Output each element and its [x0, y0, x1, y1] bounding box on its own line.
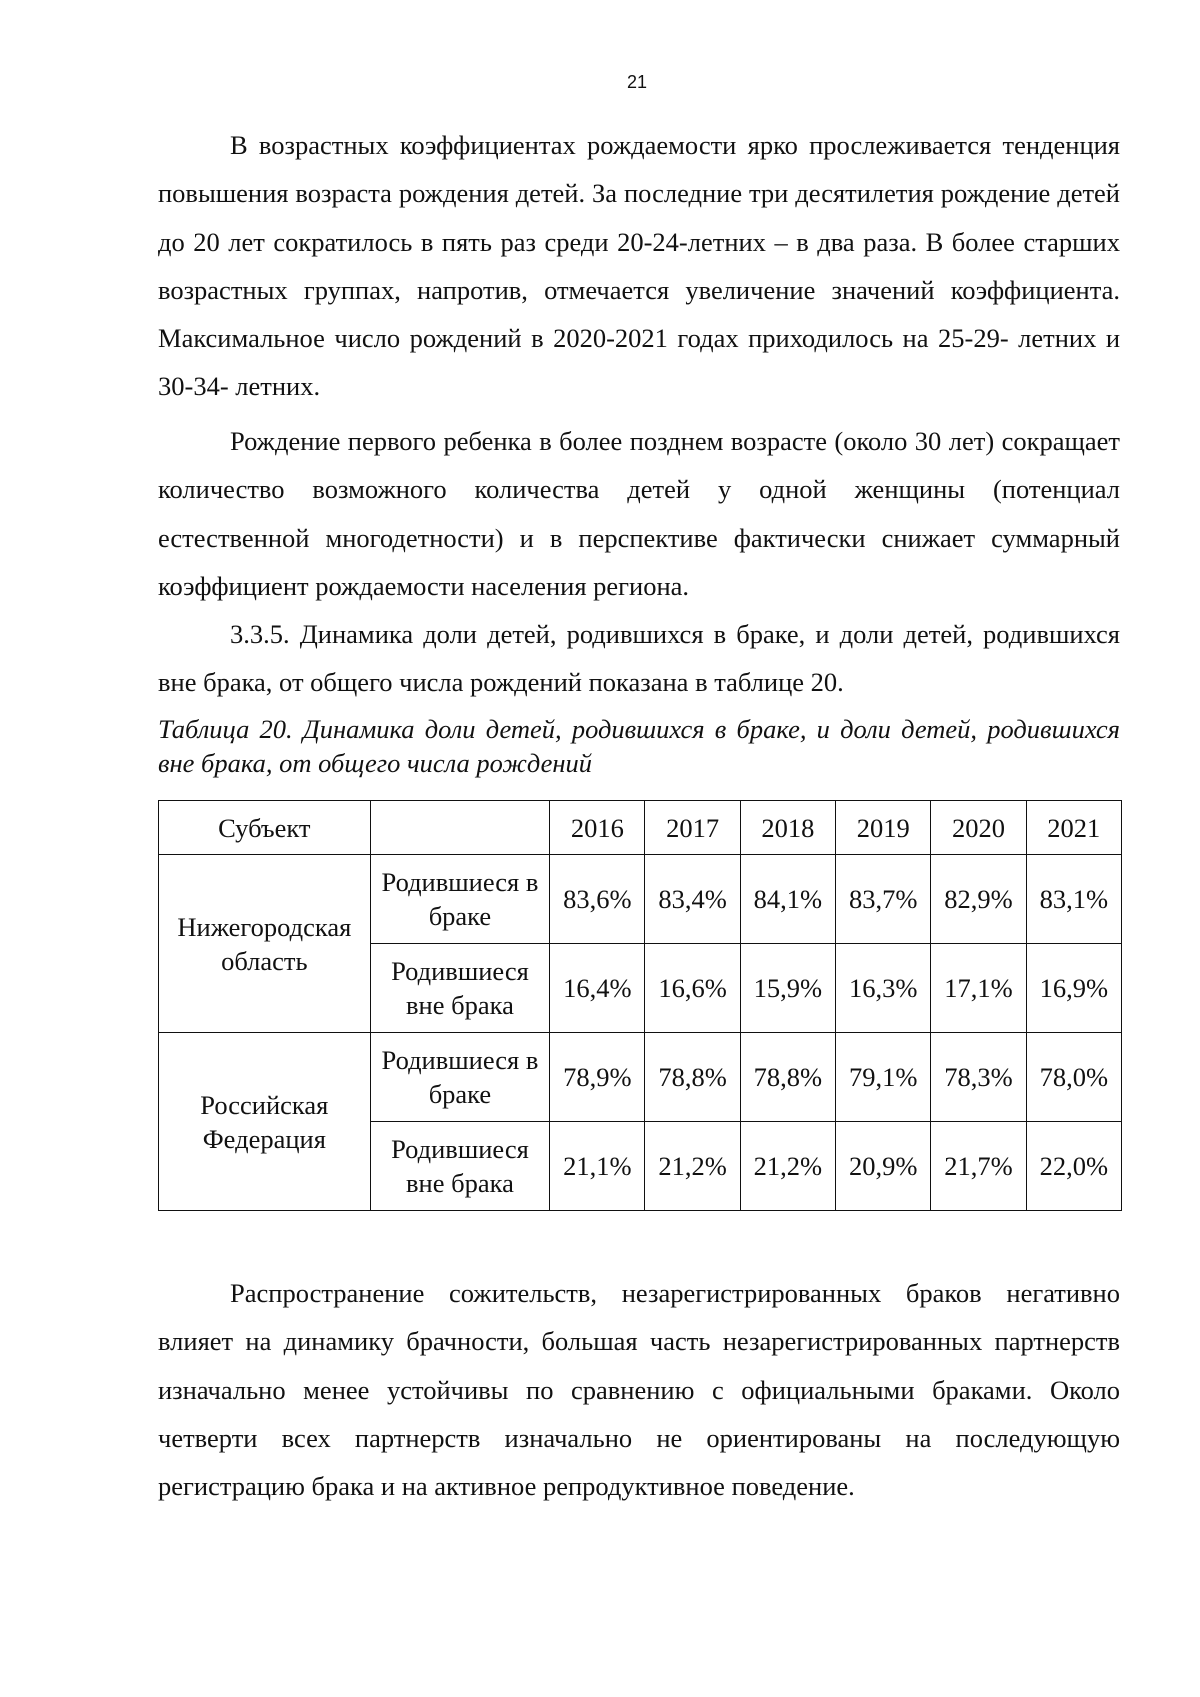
value-cell: 21,7% [931, 1122, 1026, 1211]
header-year: 2019 [836, 801, 931, 855]
table-row [159, 855, 1122, 944]
subject-cell: Нижегородская область [159, 855, 371, 1033]
table-caption: Таблица 20. Динамика доли детей, родившихся в браке, и доли детей, родившихся вне брака, от общего числа рождений [158, 714, 1120, 778]
value-cell: 16,6% [645, 944, 740, 1033]
subject-cell: Российская Федерация [159, 1033, 371, 1211]
table-row [159, 1033, 1122, 1122]
paragraph-age-coefficients: В возрастных коэффициентах рождаемости ярко прослеживается тенденция повышения возраста рождения детей. За последние три десятилетия рождение детей до 20 лет сократилось в пять раз среди 20-24-летних – в два раза. В более старших возрастных группах, напротив, отмечается увеличение значений коэффициента. Максимальное число рождений в 2020-2021 годах приходилось на 25-29- летних и 30-34- летних. [158, 130, 1120, 402]
value-cell: 79,1% [836, 1033, 931, 1122]
value-cell: 83,6% [550, 855, 645, 944]
value-cell: 22,0% [1026, 1122, 1121, 1211]
paragraph-section-3-3-5: 3.3.5. Динамика доли детей, родившихся в браке, и доли детей, родившихся вне брака, от общего числа рождений показана в таблице 20. [158, 619, 1120, 698]
table-header-row [159, 801, 1122, 855]
header-year: 2016 [550, 801, 645, 855]
category-cell: Родившиеся вне брака [370, 944, 550, 1033]
value-cell: 20,9% [836, 1122, 931, 1211]
value-cell: 16,4% [550, 944, 645, 1033]
value-cell: 78,8% [645, 1033, 740, 1122]
value-cell: 83,4% [645, 855, 740, 944]
value-cell: 83,1% [1026, 855, 1121, 944]
category-cell: Родившиеся в браке [370, 1033, 550, 1122]
paragraph-cohabitation: Распространение сожительств, незарегистрированных браков негативно влияет на динамику брачности, большая часть незарегистрированных партнерств изначально менее устойчивы по сравнению с официальными браками. Около четверти всех партнерств изначально не ориентированы на последующую регистрацию брака и на активное репродуктивное поведение. [158, 1278, 1120, 1502]
value-cell: 21,2% [645, 1122, 740, 1211]
header-year: 2021 [1026, 801, 1121, 855]
value-cell: 17,1% [931, 944, 1026, 1033]
category-cell: Родившиеся в браке [370, 855, 550, 944]
value-cell: 16,9% [1026, 944, 1121, 1033]
value-cell: 78,8% [740, 1033, 835, 1122]
paragraph-first-child: Рождение первого ребенка в более позднем возрасте (около 30 лет) сокращает количество возможного количества детей у одной женщины (потенциал естественной многодетности) и в перспективе фактически снижает суммарный коэффициент рождаемости населения региона. [158, 426, 1120, 601]
value-cell: 21,1% [550, 1122, 645, 1211]
value-cell: 15,9% [740, 944, 835, 1033]
value-cell: 78,9% [550, 1033, 645, 1122]
header-year: 2018 [740, 801, 835, 855]
page-number: 21 [626, 72, 648, 92]
header-year: 2020 [931, 801, 1026, 855]
header-year: 2017 [645, 801, 740, 855]
value-cell: 82,9% [931, 855, 1026, 944]
header-subject: Субъект [159, 801, 371, 855]
value-cell: 78,3% [931, 1033, 1026, 1122]
births-table [158, 800, 1122, 1211]
value-cell: 84,1% [740, 855, 835, 944]
value-cell: 78,0% [1026, 1033, 1121, 1122]
value-cell: 21,2% [740, 1122, 835, 1211]
header-category [370, 801, 550, 855]
category-cell: Родившиеся вне брака [370, 1122, 550, 1211]
value-cell: 16,3% [836, 944, 931, 1033]
value-cell: 83,7% [836, 855, 931, 944]
